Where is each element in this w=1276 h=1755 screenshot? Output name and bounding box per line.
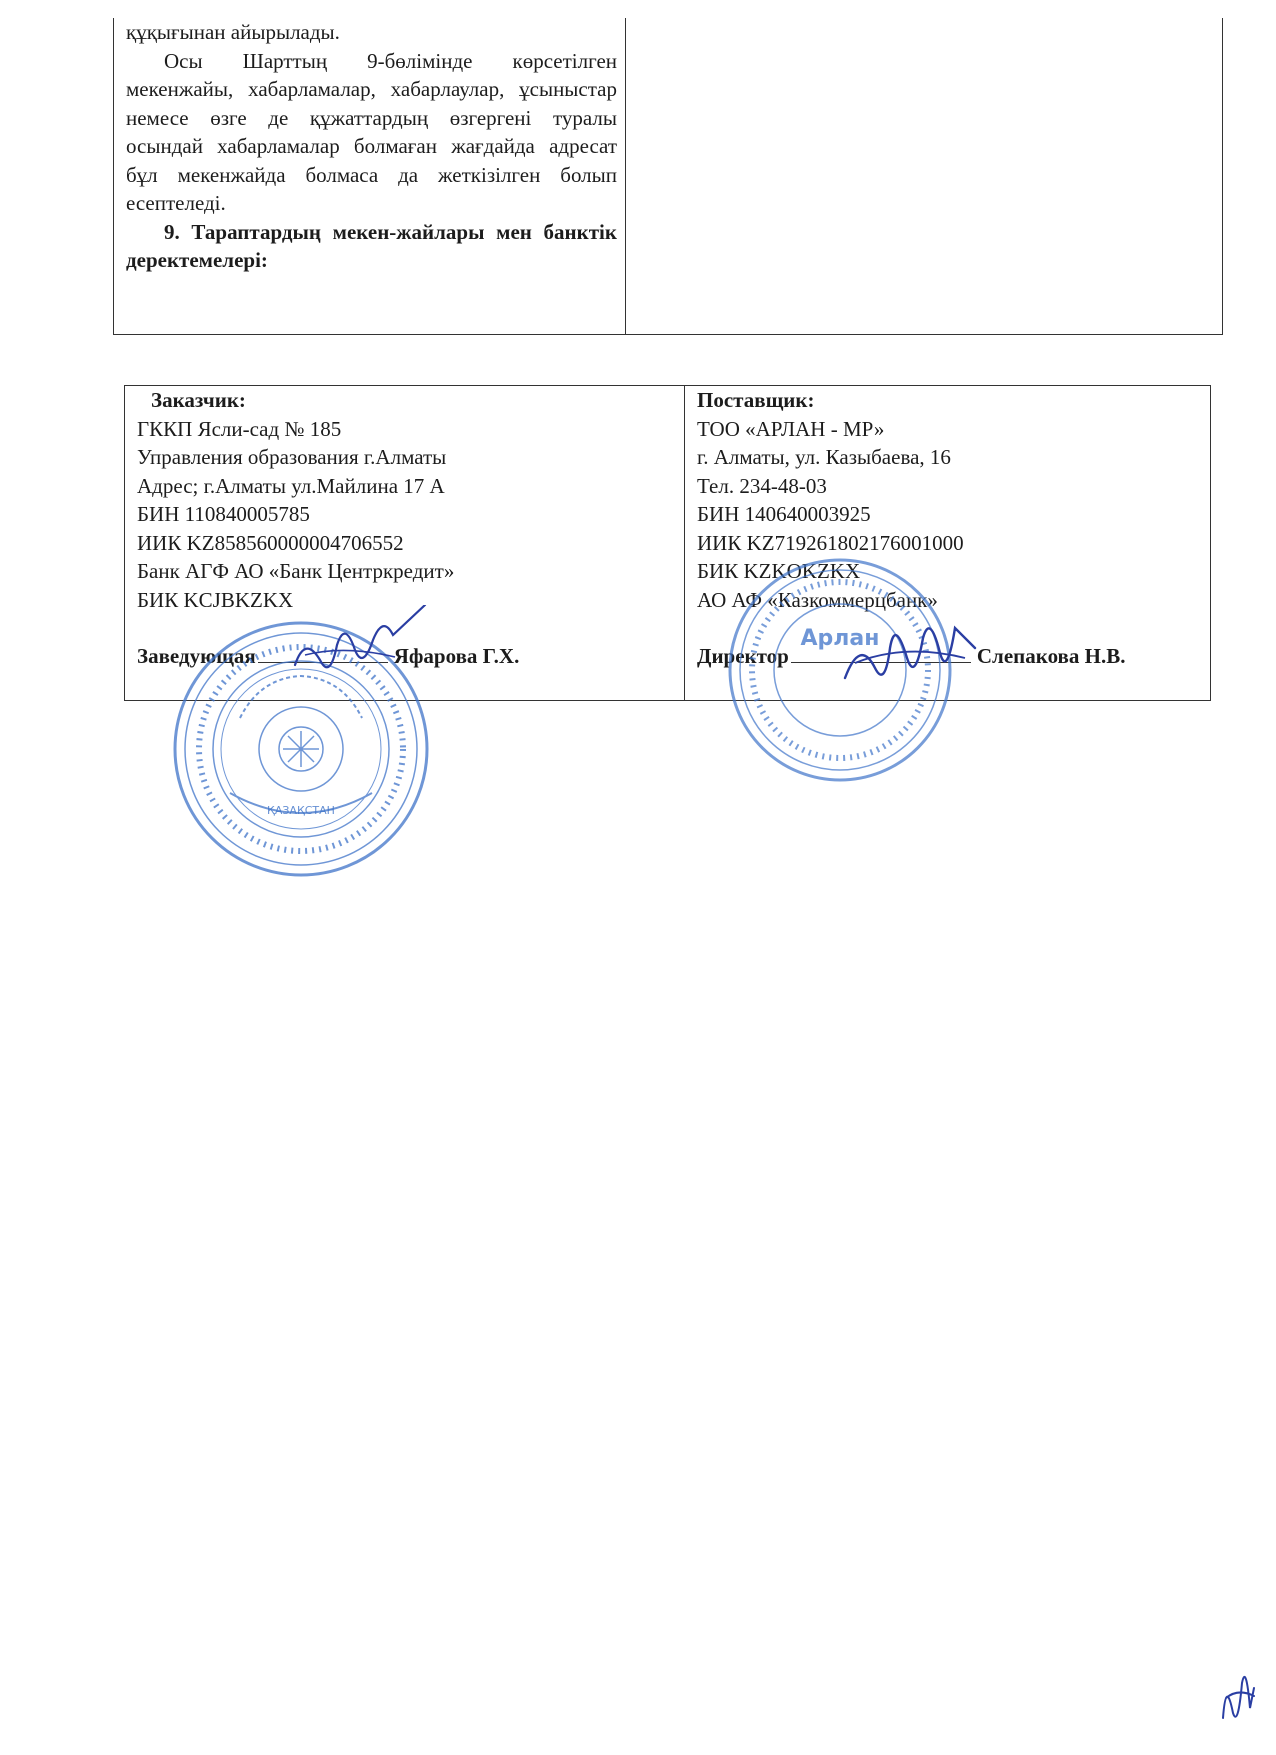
customer-bank: Банк АГФ АО «Банк Центркредит» bbox=[137, 559, 455, 583]
contract-table bbox=[113, 18, 1223, 335]
page-initials bbox=[1218, 1658, 1258, 1738]
supplier-name: ТОО «АРЛАН - МР» bbox=[697, 416, 885, 441]
supplier-iik: ИИК KZ719261802176001000 bbox=[697, 530, 964, 555]
supplier-signature bbox=[835, 608, 985, 698]
supplier-address: г. Алматы, ул. Казыбаева, 16 bbox=[697, 445, 951, 469]
supplier-heading: Поставщик: bbox=[697, 388, 815, 412]
supplier-signer-name: Слепакова Н.В. bbox=[976, 644, 1126, 668]
customer-heading: Заказчик: bbox=[151, 388, 246, 412]
supplier-bin: БИН 140640003925 bbox=[697, 502, 871, 526]
supplier-phone: Тел. 234-48-03 bbox=[697, 473, 827, 498]
customer-signer-name: Яфарова Г.Х. bbox=[393, 644, 520, 668]
customer-bin: БИН 110840005785 bbox=[137, 502, 310, 526]
supplier-signer-title: Директор bbox=[697, 644, 789, 668]
supplier-seal-text: Арлан bbox=[800, 626, 880, 651]
customer-address: Адрес; г.Алматы ул.Майлина 17 А bbox=[137, 473, 445, 498]
clause-paragraph: Осы Шарттың 9-бөлімінде көрсетілген мекенжайы, хабарламалар, хабарлаулар, ұсыныстар немесе өзге де құжаттардың өзгергені туралы осындай хабарламалар болмаған жағдайда адресат бұл мекенжайда болмаса да жеткізілген болып есептеледі. bbox=[126, 48, 617, 215]
customer-bik: БИК KCJBKZKX bbox=[137, 587, 294, 612]
customer-name: ГККП Ясли-сад № 185 bbox=[137, 416, 342, 441]
customer-org: Управления образования г.Алматы bbox=[137, 445, 447, 469]
contract-text-cell-ru bbox=[626, 18, 1222, 334]
customer-signature bbox=[275, 605, 435, 685]
customer-signer-title: Заведующая bbox=[137, 644, 256, 668]
section-9-heading: 9. Тараптардың мекен-жайлары мен банктік деректемелері: bbox=[126, 219, 617, 272]
supplier-bik: БИК KZKOKZKX bbox=[697, 559, 861, 583]
customer-iik: ИИК KZ858560000004706552 bbox=[137, 530, 404, 555]
supplier-bank: АО АФ «Казкоммерцбанк» bbox=[697, 587, 938, 612]
customer-seal-text: ҚАЗАҚСТАН bbox=[267, 804, 335, 817]
clause-continuation: құқығынан айырылады. bbox=[126, 20, 340, 44]
contract-text-cell-kz bbox=[114, 18, 626, 334]
